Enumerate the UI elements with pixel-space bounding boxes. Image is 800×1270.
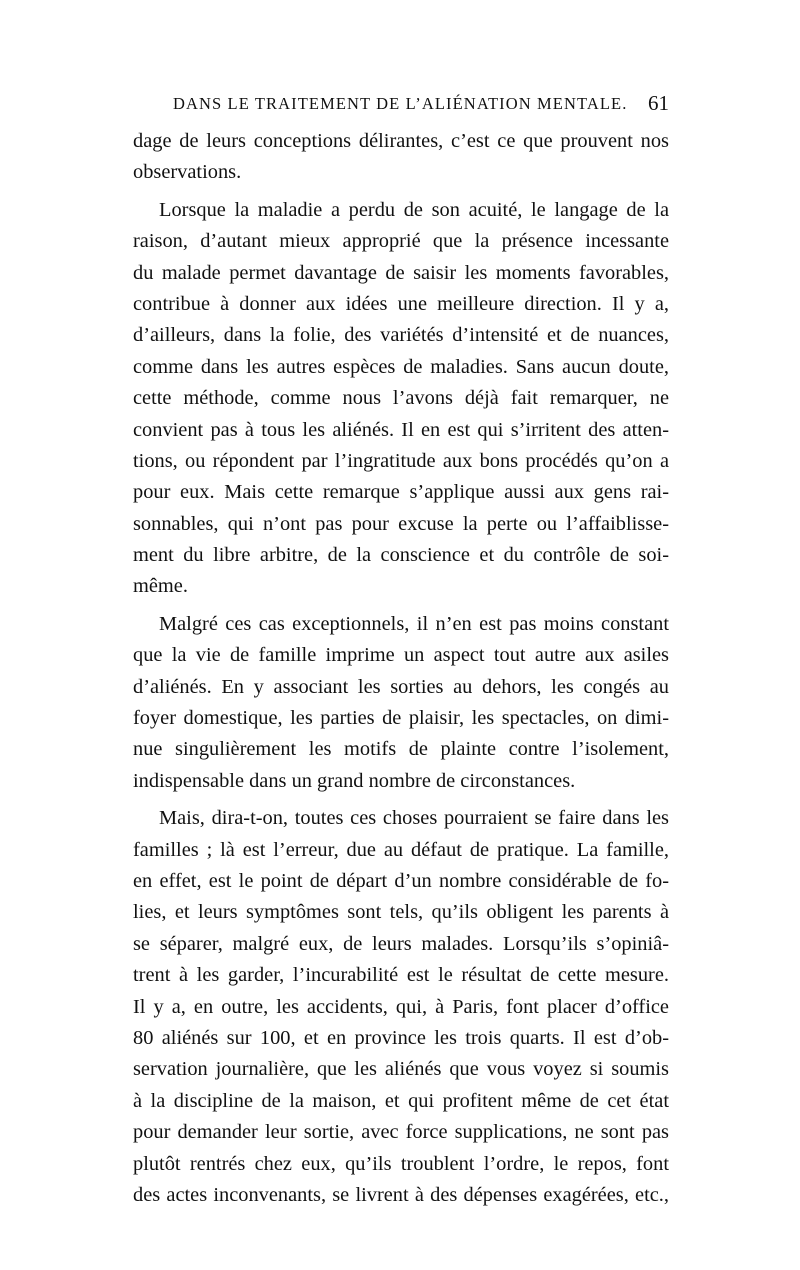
paragraph xyxy=(133,126,669,189)
text-line: foyer domestique, les parties de plaisir, les spectacles, on dimi- xyxy=(133,707,669,730)
running-head xyxy=(133,92,669,122)
paragraph xyxy=(133,195,669,603)
body-text xyxy=(133,126,669,1211)
text-line: d’aliénés. En y associant les sorties au dehors, les congés au xyxy=(133,675,669,698)
text-line: plutôt rentrés chez eux, qu’ils troublent l’ordre, le repos, font xyxy=(133,1152,669,1175)
text-line: comme dans les autres espèces de maladies. Sans aucun doute, xyxy=(133,355,669,378)
text-line: des actes inconvenants, se livrent à des dépenses exagérées, etc., xyxy=(133,1183,669,1206)
text-line: Mais, dira-t-on, toutes ces choses pourraient se faire dans les xyxy=(159,807,669,830)
text-line: Il y a, en outre, les accidents, qui, à Paris, font placer d’office xyxy=(133,995,669,1018)
text-line: que la vie de famille imprime un aspect tout autre aux asiles xyxy=(133,644,669,667)
text-line: convient pas à tous les aliénés. Il en est qui s’irritent des atten- xyxy=(133,418,669,441)
text-line: trent à les garder, l’incurabilité est le résultat de cette mesure. xyxy=(133,964,669,987)
text-line: dage de leurs conceptions délirantes, c’est ce que prouvent nos xyxy=(133,130,669,152)
paragraph xyxy=(133,803,669,1211)
text-line: d’ailleurs, dans la folie, des variétés d’intensité et de nuances, xyxy=(133,324,669,347)
paragraph xyxy=(133,609,669,797)
text-line: lies, et leurs symptômes sont tels, qu’ils obligent les parents à xyxy=(133,901,669,924)
text-line: du malade permet davantage de saisir les moments favorables, xyxy=(133,261,669,284)
text-line: 80 aliénés sur 100, et en province les trois quarts. Il est d’ob- xyxy=(133,1026,669,1049)
text-line: servation journalière, que les aliénés que vous voyez si soumis xyxy=(133,1058,669,1081)
text-line: indispensable dans un grand nombre de circonstances. xyxy=(133,769,576,792)
text-line: Lorsque la maladie a perdu de son acuité, le langage de la xyxy=(159,198,669,221)
text-line: familles ; là est l’erreur, due au défaut de pratique. La famille, xyxy=(133,838,669,861)
text-line: observations. xyxy=(133,161,242,184)
text-line: tions, ou répondent par l’ingratitude aux bons procédés qu’on a xyxy=(133,449,669,472)
text-line: ment du libre arbitre, de la conscience et du contrôle de soi- xyxy=(133,544,669,567)
running-title: DANS LE TRAITEMENT DE L’ALIÉNATION MENTALE. xyxy=(173,94,628,113)
page-number: 61 xyxy=(648,91,669,115)
text-line: à la discipline de la maison, et qui profitent même de cet état xyxy=(133,1089,669,1112)
text-line: en effet, est le point de départ d’un nombre considérable de fo- xyxy=(133,869,669,892)
text-line: se séparer, malgré eux, de leurs malades. Lorsqu’ils s’opiniâ- xyxy=(133,932,669,955)
text-line: sonnables, qui n’ont pas pour excuse la perte ou l’affaiblisse- xyxy=(133,512,669,535)
text-line: nue singulièrement les motifs de plainte contre l’isolement, xyxy=(133,738,669,761)
text-line: pour eux. Mais cette remarque s’applique aussi aux gens rai- xyxy=(133,481,669,504)
text-line: même. xyxy=(133,575,188,598)
text-line: pour demander leur sortie, avec force supplications, ne sont pas xyxy=(133,1121,669,1144)
text-line: cette méthode, comme nous l’avons déjà fait remarquer, ne xyxy=(133,387,669,410)
text-line: raison, d’autant mieux approprié que la présence incessante xyxy=(133,230,669,253)
text-line: Malgré ces cas exceptionnels, il n’en est pas moins constant xyxy=(159,612,669,635)
text-line: contribue à donner aux idées une meilleure direction. Il y a, xyxy=(133,292,669,315)
